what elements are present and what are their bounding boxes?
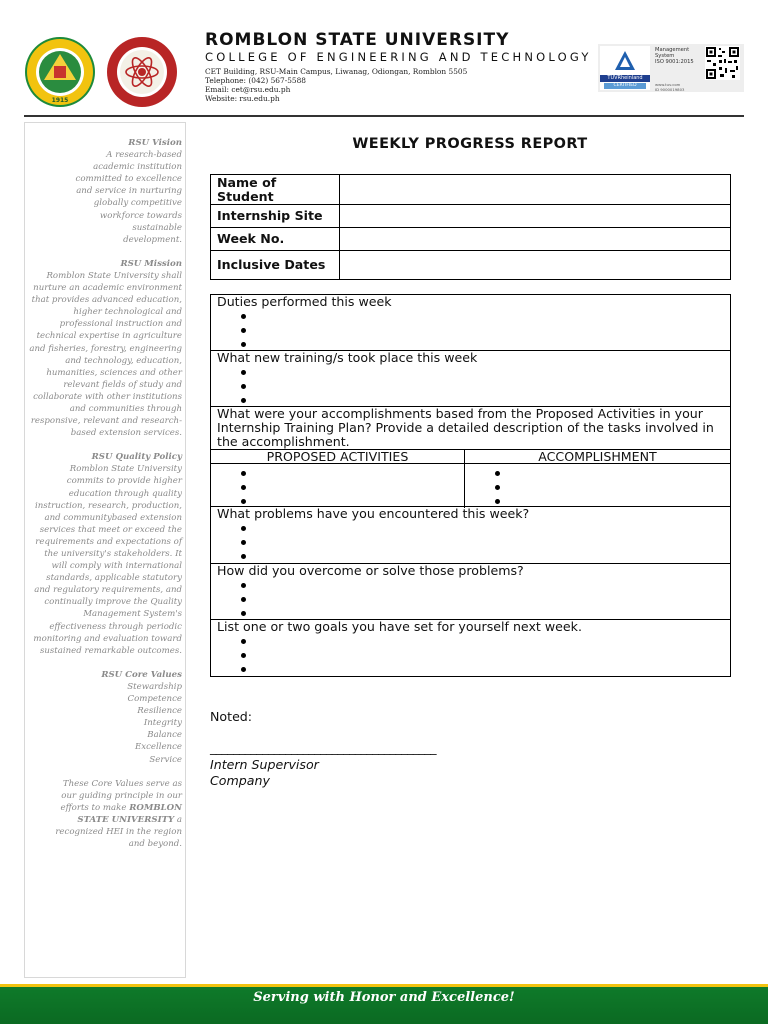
tuv-name: TÜVRheinland	[600, 75, 650, 82]
closing-university: ROMBLON STATE UNIVERSITY	[77, 802, 182, 825]
proposed-bullets[interactable]	[211, 466, 464, 508]
week-no-field[interactable]	[340, 228, 731, 251]
info-label: Name of Student	[211, 175, 340, 205]
col-accomplishment: ACCOMPLISHMENT	[465, 450, 731, 464]
tuv-certified: CERTIFIED	[604, 83, 646, 89]
accomplishments-question: What were your accomplishments based from the Proposed Activities in your Internship Training Plan? Provide a detailed description of the tasks involved in the accomplishment.	[217, 406, 714, 449]
iso-certification-badge	[598, 44, 744, 92]
problems-section	[210, 506, 731, 564]
info-row	[211, 251, 731, 280]
vision-title: RSU Vision	[128, 138, 182, 148]
training-section	[210, 350, 731, 407]
core-value: Competence	[127, 694, 182, 705]
website-line: Website: rsu.edu.ph	[205, 94, 280, 103]
rsu-seal-logo	[24, 36, 96, 108]
noted-label: Noted:	[210, 709, 253, 724]
core-value: Integrity	[143, 718, 182, 729]
core-value: Resilience	[137, 706, 182, 717]
info-label: Week No.	[211, 228, 340, 251]
address-line: CET Building, RSU-Main Campus, Liwanag, Odiongan, Romblon 5505	[205, 67, 468, 76]
col-proposed-activities: PROPOSED ACTIVITIES	[211, 450, 465, 464]
goals-question: List one or two goals you have set for yourself next week.	[217, 619, 582, 634]
core-values-title: RSU Core Values	[101, 669, 182, 680]
accomplishment-bullets[interactable]	[465, 466, 730, 508]
problems-question: What problems have you encountered this week?	[217, 506, 530, 521]
solutions-question: How did you overcome or solve those problems?	[217, 563, 524, 578]
info-row	[211, 175, 731, 205]
core-value: Balance	[147, 730, 182, 741]
goals-bullets[interactable]	[211, 634, 730, 676]
problems-bullets[interactable]	[211, 521, 730, 563]
cert-footer: www.tuv.com ID 9000019803	[655, 82, 685, 92]
accomplishments-section	[210, 406, 731, 507]
report-title: WEEKLY PROGRESS REPORT	[352, 136, 588, 152]
solutions-section	[210, 563, 731, 620]
inclusive-dates-field[interactable]	[340, 251, 731, 280]
info-label: Inclusive Dates	[211, 251, 340, 280]
cet-seal-logo	[106, 36, 178, 108]
training-question: What new training/s took place this week	[217, 350, 478, 365]
core-values-list	[27, 681, 182, 766]
sidebar-panel	[24, 122, 186, 978]
duties-section	[210, 294, 731, 351]
college-name: COLLEGE OF ENGINEERING AND TECHNOLOGY	[205, 50, 592, 64]
training-bullets[interactable]	[211, 365, 730, 407]
vision-text: A research-based academic institution committed to excellence and service in nurturing globally competitive workforce towards sustainable development.	[75, 150, 182, 245]
student-name-field[interactable]	[340, 175, 731, 205]
tuv-triangle-icon	[613, 49, 637, 73]
mission-text: Romblon State University shall nurture an academic environment that provides advanced education, higher technological and professional instruction and technical expertise in agriculture and fisheries, forestry, engineering and technology, education, humanities, sciences and other relevant fields of study and collaborate with other institutions and communities through responsive, relevant and research-based extension services.	[29, 270, 182, 439]
company-label: Company	[210, 773, 270, 788]
info-row	[211, 228, 731, 251]
core-value: Stewardship	[127, 681, 182, 692]
email-line: Email: cet@rsu.edu.ph	[205, 85, 291, 94]
quality-policy-title: RSU Quality Policy	[91, 452, 182, 463]
university-name: ROMBLON STATE UNIVERSITY	[205, 30, 510, 50]
tuv-badge	[600, 46, 650, 90]
info-row	[211, 205, 731, 228]
accomplishments-table	[211, 449, 730, 508]
closing-statement: These Core Values serve as our guiding principle in our efforts to make ROMBLON STATE UNIVERSITY a recognized HEI in the region and beyond.	[55, 778, 182, 850]
core-value: Excellence	[134, 742, 182, 753]
signature-line[interactable]: _______________________________________	[210, 740, 437, 755]
internship-site-field[interactable]	[340, 205, 731, 228]
student-info-table	[210, 174, 731, 280]
seal-year: 1915	[51, 97, 69, 104]
telephone-line: Telephone: (042) 567-5588	[205, 76, 307, 85]
solutions-bullets[interactable]	[211, 578, 730, 620]
mission-title: RSU Mission	[120, 258, 182, 269]
duties-question: Duties performed this week	[217, 294, 392, 309]
core-value: Service	[149, 754, 182, 765]
supervisor-label: Intern Supervisor	[210, 757, 319, 772]
quality-policy-text: Romblon State University commits to provide higher education through quality instruction, research, production, and communitybased extension services that meet or exceed the requirements and expectations of the university's stakeholders. It will comply with international standards, applicable statutory and regulatory requirements, and continually improve the Quality Management System's effectiveness through periodic monitoring and evaluation toward sustained remarkable outcomes.	[33, 464, 182, 656]
duties-bullets[interactable]	[211, 309, 730, 351]
goals-section	[210, 619, 731, 677]
header-divider	[24, 115, 744, 117]
qr-code-icon	[705, 46, 740, 80]
cert-text: Management System ISO 9001:2015	[655, 47, 694, 66]
footer-motto: Serving with Honor and Excellence!	[253, 990, 515, 1005]
info-label: Internship Site	[211, 205, 340, 228]
